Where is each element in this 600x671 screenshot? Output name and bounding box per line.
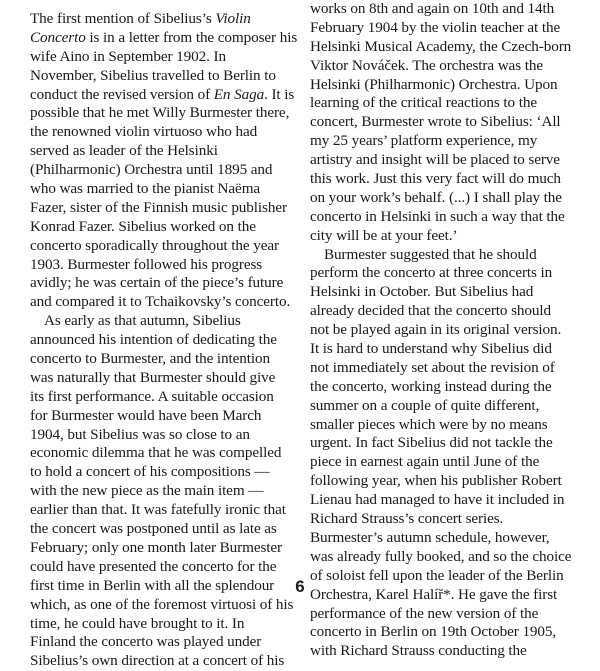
text-line <box>310 397 592 416</box>
text-line <box>310 491 592 510</box>
text-line <box>310 151 592 170</box>
text-segment: possible that he met Willy Burmester there, <box>30 104 290 122</box>
text-segment: concerto in Berlin on 19th October 1905, <box>310 623 557 641</box>
text-segment: with the new piece as the main item — <box>30 482 264 500</box>
text-line <box>310 359 592 378</box>
text-line <box>30 218 312 237</box>
text-line <box>30 350 312 369</box>
text-line <box>310 132 592 151</box>
text-segment: this work. Just this very fact will do much <box>310 170 561 188</box>
text-segment: Lienau had managed to have it included in <box>310 491 565 509</box>
text-line <box>310 246 592 265</box>
text-segment: urgent. In fact Sibelius did not tackle the <box>310 434 553 452</box>
text-line <box>30 123 312 142</box>
text-segment: Helsinki Musical Academy, the Czech-born <box>310 37 572 55</box>
text-segment: Konrad Fazer. Sibelius worked on the <box>30 217 256 235</box>
text-segment: served as leader of the Helsinki <box>30 142 218 160</box>
text-line <box>310 94 592 113</box>
text-segment: time, he could have brought to it. In <box>30 614 245 632</box>
text-segment: is in a letter from the composer his <box>85 28 298 46</box>
text-segment: the concerto, working instead during the <box>310 377 552 395</box>
text-segment: artistry and insight will be placed to serve <box>310 151 560 169</box>
text-line <box>30 256 312 275</box>
text-segment: February 1904 by the violin teacher at the <box>310 18 561 36</box>
text-segment: Orchestra, Karel Halíř*. He gave the first <box>310 585 558 603</box>
text-segment: . It is <box>264 85 295 103</box>
text-line <box>30 652 312 671</box>
text-line <box>30 142 312 161</box>
text-line <box>310 642 592 661</box>
text-segment: and compared it to Tchaikovsky’s concerto. <box>30 293 291 311</box>
text-segment: smaller pieces which were by no means <box>310 415 548 433</box>
text-segment: February; only one month later Burmester <box>30 538 283 556</box>
text-segment: following year, when his publisher Robert <box>310 472 562 490</box>
text-segment: with Richard Strauss conducting the <box>310 642 527 660</box>
text-line <box>310 321 592 340</box>
text-column-right <box>310 0 592 661</box>
text-segment: was naturally that Burmester should give <box>30 368 276 386</box>
text-line <box>310 434 592 453</box>
text-line <box>30 596 312 615</box>
text-line <box>30 161 312 180</box>
text-line <box>30 180 312 199</box>
text-segment: of soloist fell upon the leader of the Berlin <box>310 566 564 584</box>
text-segment: concert, Burmester wrote to Sibelius: ‘All <box>310 113 561 131</box>
text-segment: concerto sporadically throughout the year <box>30 236 279 254</box>
italic-title: En Saga <box>213 85 265 103</box>
page-number: 6 <box>295 577 305 596</box>
text-segment: It is hard to understand why Sibelius did <box>310 340 552 358</box>
text-segment: for Burmester would have been March <box>30 406 262 424</box>
text-segment: not immediately set about the revision of <box>310 358 555 376</box>
text-segment: could have presented the concerto for the <box>30 557 277 575</box>
text-line <box>30 199 312 218</box>
text-segment: who was married to the pianist Naëma <box>30 180 261 198</box>
text-segment: Fazer, sister of the Finnish music publisher <box>30 198 287 216</box>
text-line <box>310 57 592 76</box>
text-line <box>30 10 312 29</box>
text-segment: not be played again in its original version. <box>310 321 562 339</box>
text-segment: Richard Strauss’s concert series. <box>310 510 504 528</box>
text-line <box>30 558 312 577</box>
text-line <box>310 170 592 189</box>
text-line <box>30 48 312 67</box>
text-line <box>30 426 312 445</box>
text-line <box>30 86 312 105</box>
text-segment: 1904, but Sibelius was so close to an <box>30 425 250 443</box>
text-line <box>310 38 592 57</box>
text-segment: its first performance. A suitable occasion <box>30 387 274 405</box>
text-segment: concerto in Helsinki in such a way that the <box>310 207 565 225</box>
text-segment: on your work’s behalf. (...) I shall play the <box>310 188 562 206</box>
text-line <box>30 407 312 426</box>
text-line <box>30 615 312 634</box>
text-segment: November, Sibelius travelled to Berlin to <box>30 66 276 84</box>
text-segment: Helsinki (Philharmonic) Orchestra. Upon <box>310 75 558 93</box>
text-segment: (Philharmonic) Orchestra until 1895 and <box>30 161 273 179</box>
text-segment: works on 8th and again on 10th and 14th <box>310 0 555 17</box>
text-line <box>30 369 312 388</box>
text-line <box>30 312 312 331</box>
text-line <box>310 529 592 548</box>
text-line <box>310 283 592 302</box>
text-segment: As early as that autumn, Sibelius <box>44 312 241 330</box>
text-line <box>310 302 592 321</box>
text-line <box>310 623 592 642</box>
text-line <box>310 378 592 397</box>
text-segment: avidly; he was certain of the piece’s future <box>30 274 284 292</box>
text-line <box>30 501 312 520</box>
text-segment: was already fully booked, and so the choice <box>310 547 572 565</box>
text-segment: my 25 years’ platform experience, my <box>310 132 538 150</box>
text-line <box>30 29 312 48</box>
text-line <box>30 274 312 293</box>
text-line <box>30 463 312 482</box>
text-segment: Finland the concerto was played under <box>30 633 262 651</box>
text-segment: first time in Berlin with all the splendour <box>30 576 275 594</box>
text-segment: conduct the revised version of <box>30 85 214 103</box>
text-segment: economic dilemma that he was compelled <box>30 444 282 462</box>
text-line <box>30 104 312 123</box>
text-line <box>310 264 592 283</box>
text-line <box>310 548 592 567</box>
text-segment: the renowned violin virtuoso who had <box>30 123 258 141</box>
text-line <box>30 67 312 86</box>
text-line <box>30 444 312 463</box>
text-segment: announced his intention of dedicating the <box>30 331 277 349</box>
text-line <box>30 482 312 501</box>
text-segment: perform the concerto at three concerts in <box>310 264 553 282</box>
text-segment: already decided that the concerto should <box>310 302 552 320</box>
text-segment: performance of the new version of the <box>310 604 539 622</box>
text-line <box>310 189 592 208</box>
text-line <box>310 472 592 491</box>
text-segment: Sibelius’s own direction at a concert of his <box>30 652 285 670</box>
text-line <box>310 510 592 529</box>
text-line <box>30 293 312 312</box>
text-line <box>310 416 592 435</box>
text-segment: 1903. Burmester followed his progress <box>30 255 263 273</box>
italic-title: Concerto <box>30 28 86 46</box>
text-segment: piece in earnest again until June of the <box>310 453 540 471</box>
text-line <box>310 19 592 38</box>
text-line <box>30 237 312 256</box>
text-line <box>310 605 592 624</box>
text-line <box>310 208 592 227</box>
text-segment: learning of the critical reactions to the <box>310 94 537 112</box>
text-line <box>30 331 312 350</box>
text-segment: Burmester’s autumn schedule, however, <box>310 528 550 546</box>
text-segment: the concert was postponed until as late as <box>30 520 277 538</box>
text-line <box>30 633 312 652</box>
text-column-left <box>30 10 312 671</box>
text-segment: to hold a concert of his compositions — <box>30 463 270 481</box>
text-line <box>30 539 312 558</box>
text-segment: Burmester suggested that he should <box>324 245 537 263</box>
text-segment: wife Aino in September 1902. In <box>30 47 226 65</box>
text-segment: Viktor Nováček. The orchestra was the <box>310 56 543 74</box>
text-segment: which, as one of the foremost virtuosi of his <box>30 595 294 613</box>
text-segment: concerto to Burmester, and the intention <box>30 350 271 368</box>
text-line <box>310 113 592 132</box>
italic-title: Violin <box>215 10 251 27</box>
text-line <box>310 76 592 95</box>
text-segment: city will be at your feet.’ <box>310 226 458 244</box>
text-line <box>30 520 312 539</box>
text-line <box>310 453 592 472</box>
text-segment: earlier than that. It was fatefully ironic that <box>30 501 286 519</box>
text-segment: The first mention of Sibelius’s <box>30 10 216 27</box>
text-segment: Helsinki in October. But Sibelius had <box>310 283 534 301</box>
text-line <box>310 0 592 19</box>
text-line <box>310 340 592 359</box>
text-line <box>310 227 592 246</box>
text-segment: summer on a couple of quite different, <box>310 396 540 414</box>
text-line <box>30 388 312 407</box>
